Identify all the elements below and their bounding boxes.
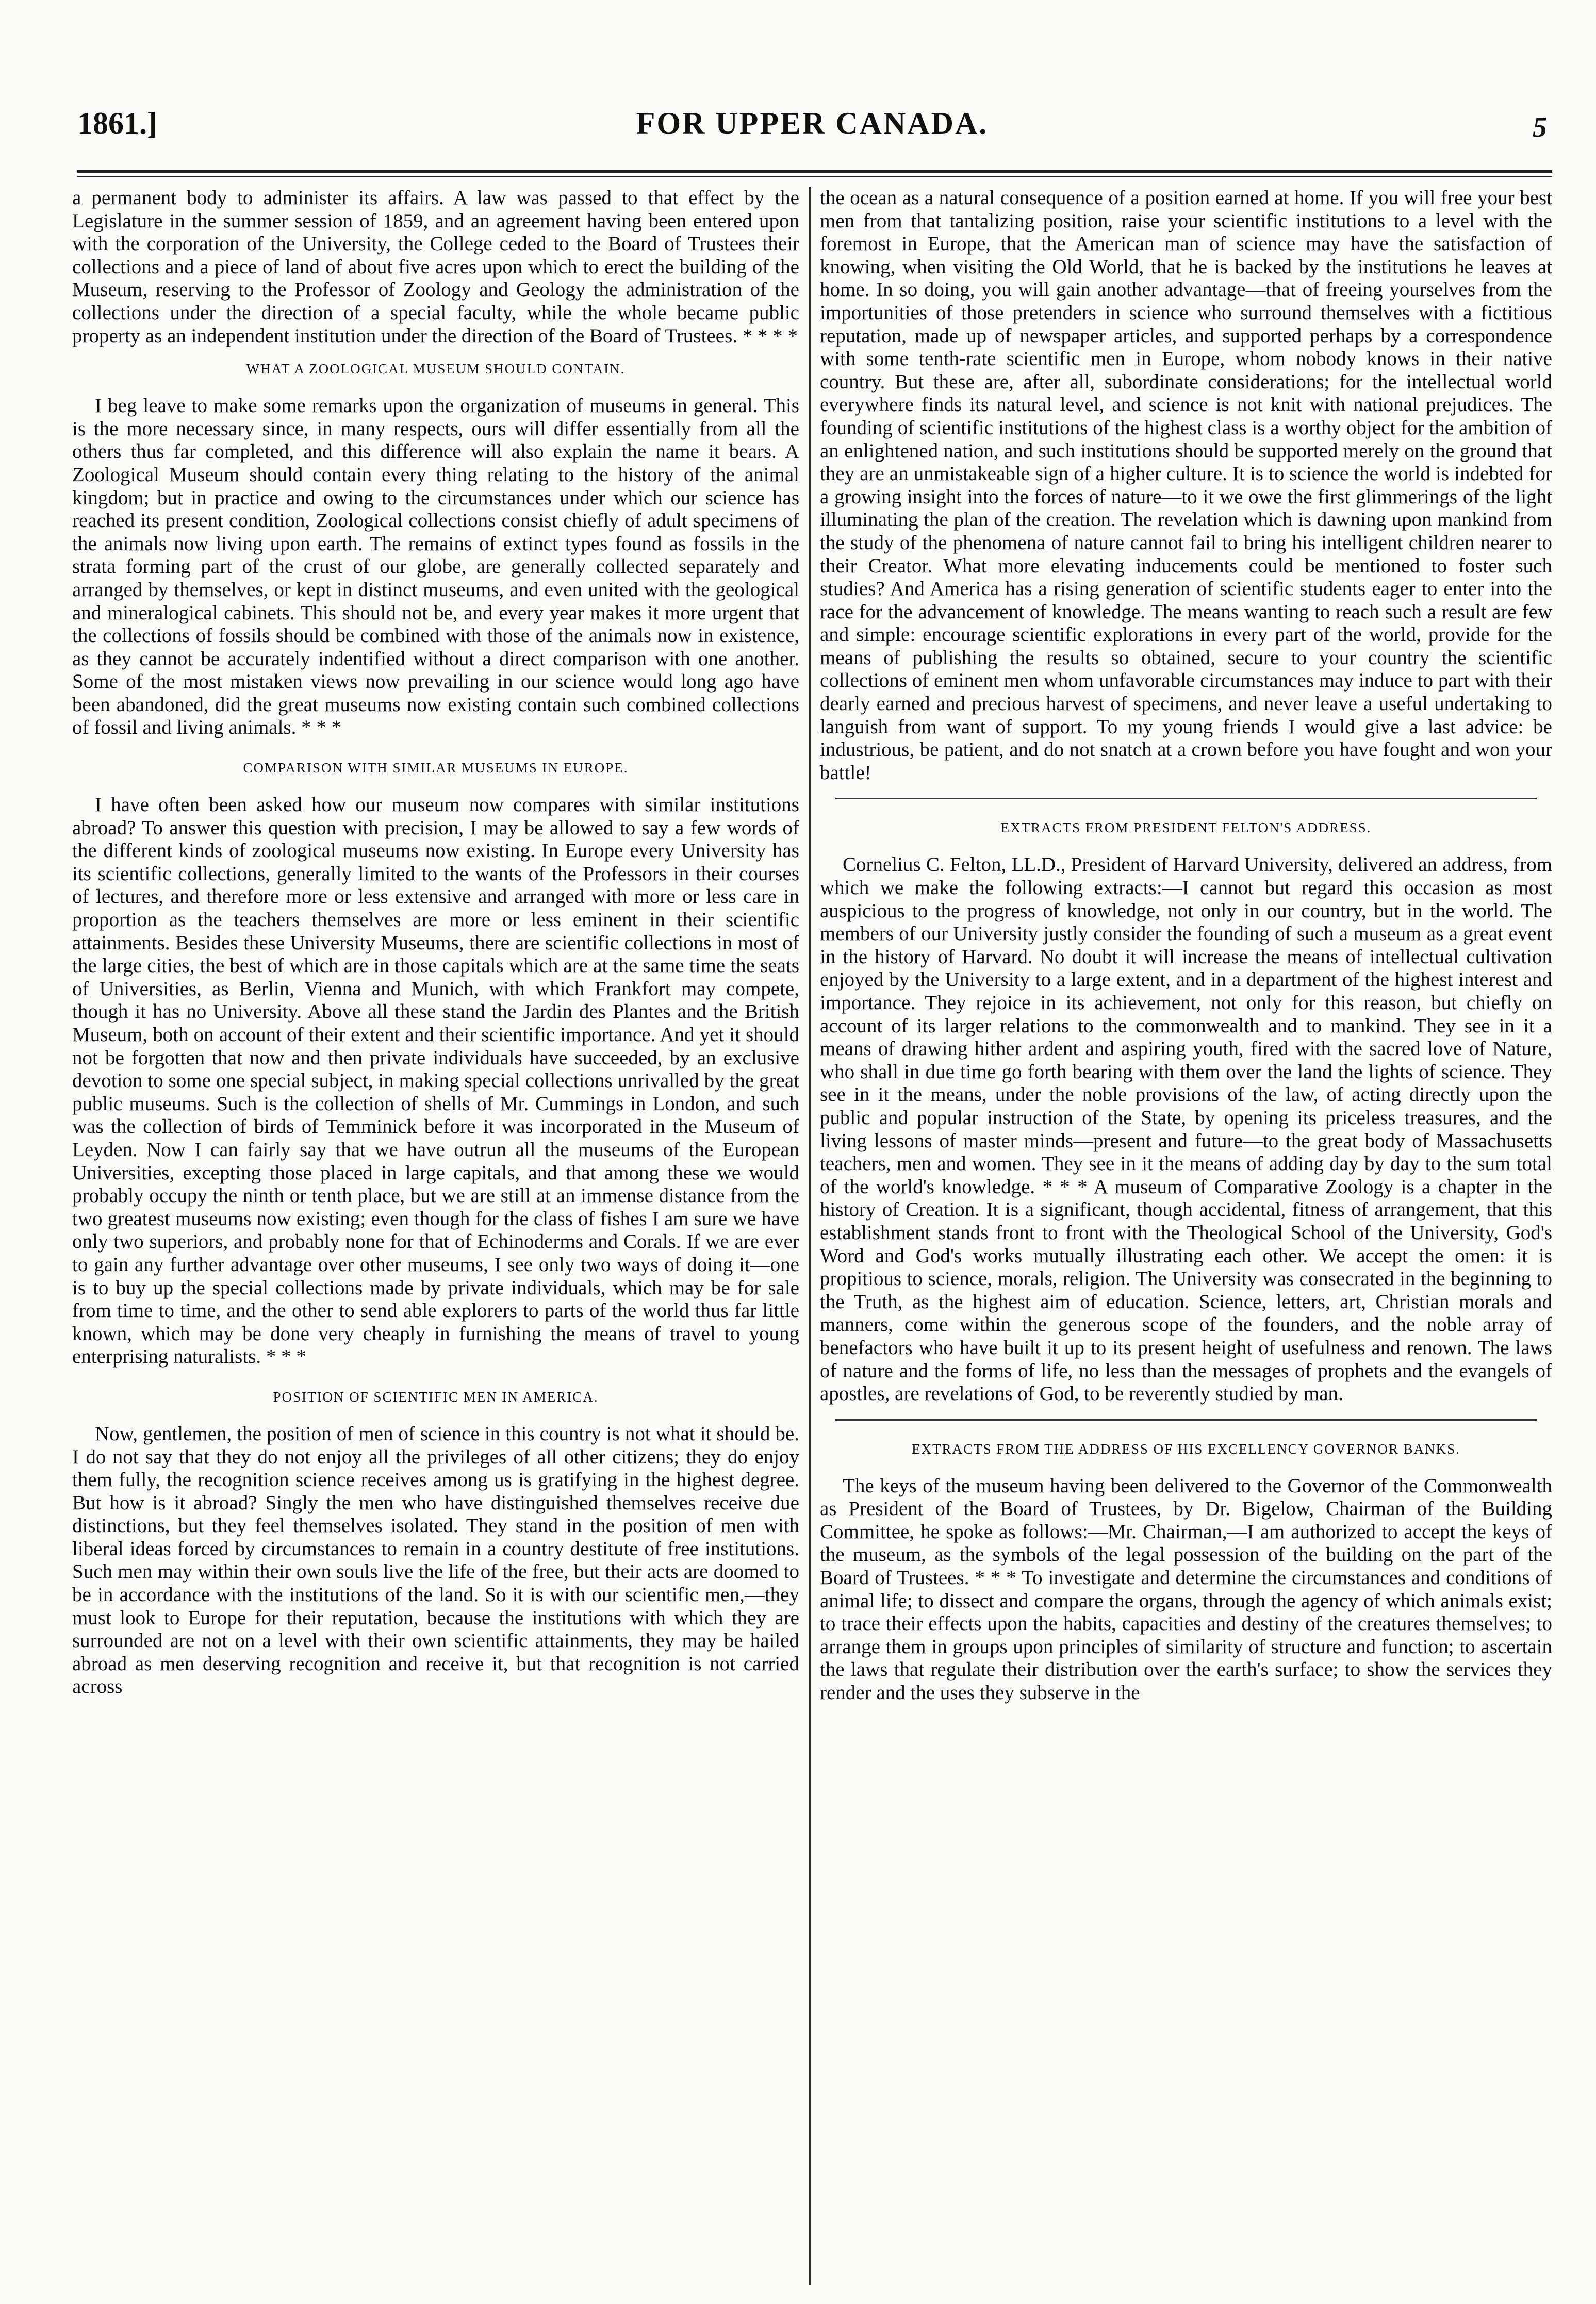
section-scientific-men-text: Now, gentlemen, the position of men of science in this country is not what it should be. I do not say that they do not enjoy all the privileges of all other citizens; they do enjoy them fully, the recognition science receives among us is gratifying in the highest degree. But how is it abroad? Singly the men who have distinguished themselves receive due distinctions, but they feel themselves isolated. They stand in the position of men with liberal ideas forced by circumstances to remain in a country destitute of free institutions. Such men may within their own souls live the life of the free, but their acts are doomed to be in accordance with the institutions of the land. So it is with our scientific men,—they must look to Europe for their reputation, because the institutions with which they are surrounded are not on a level with their own scientific attainments, they may be hailed abroad as men deserving recognition and receive it, but that recognition is not carried across bbox=[72, 1422, 799, 1698]
section-divider bbox=[835, 1419, 1537, 1421]
section-heading-governor-banks: EXTRACTS FROM THE ADDRESS OF HIS EXCELLENCY GOVERNOR BANKS. bbox=[912, 1441, 1460, 1457]
section-comparison-europe-text: I have often been asked how our museum now compares with similar institutions abroad? To answer this question with precision, I may be allowed to say a few words of the different kinds of zoological museums now existing. In Europe every University has its scientific collections, generally limited to the wants of the Professors in their courses of lectures, and therefore more or less extensive and arranged with more or less care in proportion as the teachers themselves are more or less eminent in their scientific attainments. Besides these University Museums, there are scientific collections in most of the large cities, the best of which are in those capitals which are at the same time the seats of Universities, as Berlin, Vienna and Munich, with which Frankfort may compete, though it has no University. Above all these stand the Jardin des Plantes and the British Museum, both on account of their extent and their scientific importance. And yet it should not be forgotten that now and then private individuals have succeeded, by an exclusive devotion to some one special subject, in making special collections unrivalled by the great public museums. Such is the collection of shells of Mr. Cummings in London, and such was the collection of birds of Temminick before it was incorporated in the Museum of Leyden. Now I can fairly say that we have outrun all the museums of the European Universities, excepting those placed in large capitals, and that among these we would probably occupy the ninth or tenth place, but we are still at an immense distance from the two greatest museums now existing; even though for the class of fishes I am sure we have only two superiors, and probably none for that of Echinoderms and Corals. If we are ever to gain any further advantage over other museums, I see only two ways of doing it—one is to buy up the special collections made by private individuals, which may be for sale from time to time, and the other to send able explorers to parts of the world thus far little known, which may be done very cheaply in furnishing the means of travel to young enterprising naturalists. * * * bbox=[72, 794, 799, 1368]
section-governor-banks-text: The keys of the museum having been delivered to the Governor of the Commonwealth as President of the Board of Trustees, by Dr. Bigelow, Chairman of the Building Committee, he spoke as follows:—Mr. Chairman,—I am authorized to accept the keys of the museum, as the symbols of the legal possession of the building on the part of the Board of Trustees. * * * To investigate and determine the circumstances and conditions of animal life; to dissect and compare the organs, through the agency of which animals exist; to trace their effects upon the habits, capacities and destiny of the creatures themselves; to arrange them in groups upon principles of similarity of structure and function; to ascertain the laws that regulate their distribution over the earth's surface; to show the services they render and the uses they subserve in the bbox=[820, 1474, 1552, 1704]
header-rule-thick bbox=[77, 170, 1552, 173]
section-zoological-museum-text: I beg leave to make some remarks upon the organization of museums in general. This is the more necessary since, in many respects, ours will differ essentially from all the others thus far completed, and this difference will also explain the name it bears. A Zoological Museum should contain every thing relating to the history of the animal kingdom; but in practice and owing to the circumstances under which our science has reached its present condition, Zoological collections consist chiefly of adult specimens of the animals now living upon earth. The remains of extinct types found as fossils in the strata forming part of the crust of our globe, are generally collected separately and arranged by themselves, or kept in distinct museums, and even united with the geological and mineralogical cabinets. This should not be, and every year makes it more urgent that the collections of fossils should be combined with those of the animals now in existence, as they cannot be accurately indentified without a direct comparison with one another. Some of the most mistaken views now prevailing in our science would long ago have been abandoned, did the great museums now existing contain such combined collections of fossil and living animals. * * * bbox=[72, 394, 799, 739]
left-column bbox=[72, 187, 799, 2285]
section-heading-comparison-europe: COMPARISON WITH SIMILAR MUSEUMS IN EUROPE. bbox=[243, 760, 629, 776]
section-felton-address-text: Cornelius C. Felton, LL.D., President of Harvard University, delivered an address, from which we make the following extracts:—I cannot but regard this occasion as most auspicious to the progress of knowledge, not only in our country, but in the world. The members of our University justly consider the founding of such a museum as a great event in the history of Harvard. No doubt it will increase the means of intellectual cultivation enjoyed by the University to a large extent, and in a department of the highest interest and importance. They rejoice in its achievement, not only for this reason, but chiefly on account of its larger relations to the commonwealth and to mankind. They see in it a means of drawing hither ardent and aspiring youth, fired with the sacred love of Nature, who shall in due time go forth bearing with them over the land the lights of science. They see in it the means, under the noble provisions of the law, of acting directly upon the public and popular instruction of the State, by opening its priceless treasures, and the living lessons of master minds—present and future—to the great body of Massachusetts teachers, men and women. They see in it the means of adding day by day to the sum total of the world's knowledge. * * * A museum of Comparative Zoology is a chapter in the history of Creation. It is a significant, though accidental, fitness of arrangement, that this establishment stands front to front with the Theological School of the University, God's Word and God's works mutually illustrating each other. We accept the omen: it is propitious to science, morals, religion. The University was consecrated in the beginning to the Truth, as the highest aim of education. Science, letters, art, Christian morals and manners, come within the generous scope of the founders, and the noble array of benefactors who have built it up to its present height of usefulness and renown. The laws of nature and the forms of life, no less than the messages of prophets and the evangels of apostles, are revelations of God, to be reverently studied by man. bbox=[820, 853, 1552, 1405]
page-number: 5 bbox=[1533, 111, 1547, 143]
section-heading-felton-address: EXTRACTS FROM PRESIDENT FELTON'S ADDRESS. bbox=[1000, 820, 1372, 836]
section-heading-scientific-men: POSITION OF SCIENTIFIC MEN IN AMERICA. bbox=[273, 1389, 599, 1405]
header-rule-thin bbox=[77, 176, 1552, 177]
header-title: FOR UPPER CANADA. bbox=[636, 106, 989, 140]
header-year: 1861.] bbox=[77, 106, 157, 140]
section-divider bbox=[835, 798, 1537, 799]
left-opening-paragraph: a permanent body to administer its affairs. A law was passed to that effect by the Legislature in the summer session of 1859, and an agreement having been entered upon with the corporation of the University, the College ceded to the Board of Trustees their collections and a piece of land of about five acres upon which to erect the building of the Museum, reserving to the Professor of Zoology and Geology the administration of the collections under the direction of a special faculty, while the whole became public property as an independent institution under the direction of the Board of Trustees. * * * * bbox=[72, 187, 799, 347]
page-header bbox=[77, 106, 1547, 152]
section-heading-zoological-museum: WHAT A ZOOLOGICAL MUSEUM SHOULD CONTAIN. bbox=[246, 361, 626, 377]
column-divider bbox=[809, 187, 811, 2285]
right-opening-paragraph: the ocean as a natural consequence of a position earned at home. If you will free your best men from that tantalizing position, raise your scientific institutions to a level with the foremost in Europe, that the American man of science may have the satisfaction of knowing, when visiting the Old World, that he is backed by the institutions he leaves at home. In so doing, you will gain another advantage—that of freeing yourselves from the importunities of those pretenders in science who surround themselves with a fictitious reputation, made up of newspaper articles, and supported perhaps by a correspondence with some tenth-rate scientific men in Europe, whom nobody knows in their native country. But these are, after all, subordinate considerations; for the intellectual world everywhere finds its natural level, and science is not knit with national prejudices. The founding of scientific institutions of the highest class is a worthy object for the ambition of an enlightened nation, and such institutions should be supported merely on the ground that they are an unmistakeable sign of a higher culture. It is to science the world is indebted for a growing insight into the forces of nature—to it we owe the first glimmerings of the light illuminating the plan of the creation. The revelation which is dawning upon mankind from the study of the phenomena of nature cannot fail to bring his intelligent children nearer to their Creator. What more elevating inducements could be mentioned to foster such studies? And America has a rising generation of scientific students eager to enter into the race for the advancement of knowledge. The means wanting to reach such a result are few and simple: encourage scientific explorations in every part of the world, provide for the means of publishing the results so obtained, secure to your country the scientific collections of eminent men whom unfavorable circumstances may induce to part with their dearly earned and precious harvest of specimens, and never leave a useful undertaking to languish from want of support. To my young friends I would give a last advice: be industrious, be patient, and do not snatch at a crown before you have fought and won your battle! bbox=[820, 187, 1552, 784]
right-column bbox=[820, 187, 1552, 2285]
